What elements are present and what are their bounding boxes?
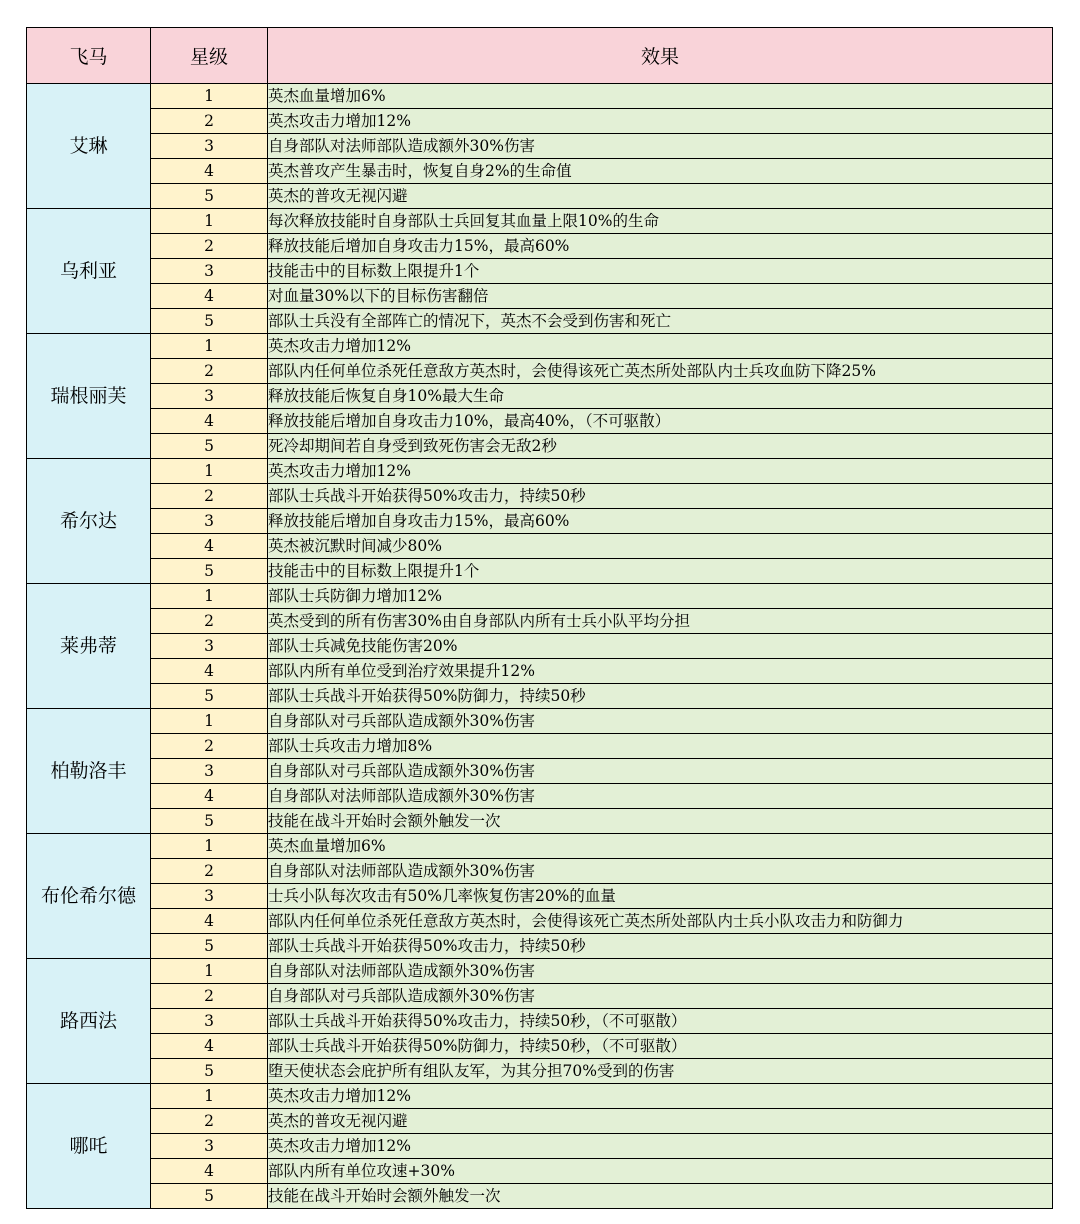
table-row [27, 309, 1053, 334]
effect-cell: 士兵小队每次攻击有50%几率恢复伤害20%的血量 [268, 884, 1053, 909]
table-row [27, 884, 1053, 909]
table-row [27, 434, 1053, 459]
pegasus-name-cell: 希尔达 [27, 459, 151, 584]
effect-cell: 英杰攻击力增加12% [268, 334, 1053, 359]
effect-cell: 部队士兵战斗开始获得50%防御力，持续50秒，（不可驱散） [268, 1034, 1053, 1059]
pegasus-name-cell: 柏勒洛丰 [27, 709, 151, 834]
effect-cell: 英杰普攻产生暴击时，恢复自身2%的生命值 [268, 159, 1053, 184]
star-level-cell: 1 [151, 334, 268, 359]
table-row [27, 459, 1053, 484]
table-row [27, 1059, 1053, 1084]
effect-cell: 英杰血量增加6% [268, 834, 1053, 859]
table-row [27, 659, 1053, 684]
star-level-cell: 5 [151, 1059, 268, 1084]
table-row [27, 809, 1053, 834]
star-level-cell: 5 [151, 559, 268, 584]
effect-cell: 释放技能后增加自身攻击力10%，最高40%，（不可驱散） [268, 409, 1053, 434]
star-level-cell: 4 [151, 159, 268, 184]
star-level-cell: 1 [151, 834, 268, 859]
table-row [27, 1159, 1053, 1184]
effect-cell: 自身部队对弓兵部队造成额外30%伤害 [268, 759, 1053, 784]
star-level-cell: 1 [151, 709, 268, 734]
pegasus-name-cell: 乌利亚 [27, 209, 151, 334]
table-row [27, 209, 1053, 234]
effect-cell: 自身部队对法师部队造成额外30%伤害 [268, 959, 1053, 984]
table-row [27, 634, 1053, 659]
effect-cell: 英杰的普攻无视闪避 [268, 1109, 1053, 1134]
pegasus-name-cell: 哪吒 [27, 1084, 151, 1209]
effect-cell: 部队士兵战斗开始获得50%攻击力，持续50秒 [268, 934, 1053, 959]
star-level-cell: 3 [151, 759, 268, 784]
effect-cell: 英杰攻击力增加12% [268, 1084, 1053, 1109]
table-row [27, 334, 1053, 359]
pegasus-name-cell: 布伦希尔德 [27, 834, 151, 959]
star-level-cell: 1 [151, 84, 268, 109]
effect-cell: 技能在战斗开始时会额外触发一次 [268, 809, 1053, 834]
star-level-cell: 4 [151, 784, 268, 809]
star-level-cell: 4 [151, 1159, 268, 1184]
effect-cell: 释放技能后增加自身攻击力15%，最高60% [268, 509, 1053, 534]
star-level-cell: 3 [151, 634, 268, 659]
pegasus-name-cell: 艾琳 [27, 84, 151, 209]
effect-cell: 部队士兵战斗开始获得50%攻击力，持续50秒，（不可驱散） [268, 1009, 1053, 1034]
star-level-cell: 3 [151, 509, 268, 534]
table-row [27, 859, 1053, 884]
pegasus-name-cell: 莱弗蒂 [27, 584, 151, 709]
effect-cell: 部队士兵没有全部阵亡的情况下，英杰不会受到伤害和死亡 [268, 309, 1053, 334]
table-row [27, 534, 1053, 559]
effect-cell: 部队内任何单位杀死任意敌方英杰时，会使得该死亡英杰所处部队内士兵小队攻击力和防御力 [268, 909, 1053, 934]
star-level-cell: 5 [151, 184, 268, 209]
star-level-cell: 3 [151, 384, 268, 409]
effect-cell: 英杰被沉默时间减少80% [268, 534, 1053, 559]
effect-cell: 英杰攻击力增加12% [268, 1134, 1053, 1159]
effect-cell: 部队士兵战斗开始获得50%攻击力，持续50秒 [268, 484, 1053, 509]
star-level-cell: 5 [151, 1184, 268, 1209]
header-row [27, 28, 1053, 84]
effect-cell: 技能击中的目标数上限提升1个 [268, 259, 1053, 284]
effect-cell: 自身部队对法师部队造成额外30%伤害 [268, 134, 1053, 159]
table-row [27, 409, 1053, 434]
star-level-cell: 3 [151, 1134, 268, 1159]
effect-cell: 技能击中的目标数上限提升1个 [268, 559, 1053, 584]
star-level-cell: 3 [151, 259, 268, 284]
table-row [27, 184, 1053, 209]
table-row [27, 84, 1053, 109]
effect-cell: 对血量30%以下的目标伤害翻倍 [268, 284, 1053, 309]
star-level-cell: 1 [151, 459, 268, 484]
star-level-cell: 1 [151, 209, 268, 234]
star-level-cell: 3 [151, 884, 268, 909]
star-level-cell: 2 [151, 1109, 268, 1134]
star-level-cell: 2 [151, 984, 268, 1009]
table-row [27, 984, 1053, 1009]
table-row [27, 159, 1053, 184]
table-row [27, 584, 1053, 609]
star-level-cell: 2 [151, 609, 268, 634]
header-star-level: 星级 [151, 28, 268, 84]
effect-cell: 英杰受到的所有伤害30%由自身部队内所有士兵小队平均分担 [268, 609, 1053, 634]
effect-cell: 死冷却期间若自身受到致死伤害会无敌2秒 [268, 434, 1053, 459]
effect-cell: 英杰攻击力增加12% [268, 459, 1053, 484]
star-level-cell: 4 [151, 534, 268, 559]
table-row [27, 1109, 1053, 1134]
star-level-cell: 4 [151, 1034, 268, 1059]
effect-cell: 技能在战斗开始时会额外触发一次 [268, 1184, 1053, 1209]
table-row [27, 259, 1053, 284]
effect-cell: 部队内所有单位攻速+30% [268, 1159, 1053, 1184]
table-row [27, 834, 1053, 859]
effect-cell: 释放技能后恢复自身10%最大生命 [268, 384, 1053, 409]
effect-cell: 部队士兵减免技能伤害20% [268, 634, 1053, 659]
table-row [27, 759, 1053, 784]
star-level-cell: 5 [151, 809, 268, 834]
star-level-cell: 4 [151, 409, 268, 434]
star-level-cell: 4 [151, 284, 268, 309]
effect-cell: 每次释放技能时自身部队士兵回复其血量上限10%的生命 [268, 209, 1053, 234]
table-row [27, 559, 1053, 584]
table-row [27, 909, 1053, 934]
star-level-cell: 2 [151, 484, 268, 509]
star-level-cell: 2 [151, 734, 268, 759]
effect-cell: 自身部队对弓兵部队造成额外30%伤害 [268, 709, 1053, 734]
pegasus-star-table [26, 27, 1053, 1209]
table-row [27, 1134, 1053, 1159]
table-row [27, 1184, 1053, 1209]
table-row [27, 284, 1053, 309]
pegasus-name-cell: 瑞根丽芙 [27, 334, 151, 459]
table-row [27, 784, 1053, 809]
header-effect: 效果 [268, 28, 1053, 84]
star-level-cell: 5 [151, 684, 268, 709]
effect-cell: 部队士兵战斗开始获得50%防御力，持续50秒 [268, 684, 1053, 709]
table-row [27, 1034, 1053, 1059]
table-row [27, 234, 1053, 259]
table-row [27, 109, 1053, 134]
effect-cell: 自身部队对弓兵部队造成额外30%伤害 [268, 984, 1053, 1009]
effect-cell: 自身部队对法师部队造成额外30%伤害 [268, 859, 1053, 884]
effect-cell: 英杰血量增加6% [268, 84, 1053, 109]
effect-cell: 部队内所有单位受到治疗效果提升12% [268, 659, 1053, 684]
star-level-cell: 2 [151, 109, 268, 134]
star-level-cell: 4 [151, 659, 268, 684]
table-row [27, 484, 1053, 509]
star-level-cell: 1 [151, 959, 268, 984]
star-level-cell: 5 [151, 434, 268, 459]
table-row [27, 609, 1053, 634]
table-row [27, 734, 1053, 759]
effect-cell: 部队士兵攻击力增加8% [268, 734, 1053, 759]
table-row [27, 709, 1053, 734]
star-level-cell: 4 [151, 909, 268, 934]
effect-cell: 堕天使状态会庇护所有组队友军，为其分担70%受到的伤害 [268, 1059, 1053, 1084]
effect-cell: 部队士兵防御力增加12% [268, 584, 1053, 609]
table-row [27, 134, 1053, 159]
table-row [27, 509, 1053, 534]
star-level-cell: 5 [151, 309, 268, 334]
table-row [27, 684, 1053, 709]
star-level-cell: 3 [151, 1009, 268, 1034]
star-level-cell: 2 [151, 859, 268, 884]
effect-cell: 英杰攻击力增加12% [268, 109, 1053, 134]
pegasus-name-cell: 路西法 [27, 959, 151, 1084]
star-level-cell: 1 [151, 1084, 268, 1109]
table-row [27, 1084, 1053, 1109]
effect-cell: 释放技能后增加自身攻击力15%，最高60% [268, 234, 1053, 259]
star-level-cell: 2 [151, 359, 268, 384]
table-row [27, 384, 1053, 409]
table-row [27, 1009, 1053, 1034]
table-row [27, 359, 1053, 384]
effect-cell: 英杰的普攻无视闪避 [268, 184, 1053, 209]
star-level-cell: 3 [151, 134, 268, 159]
star-level-cell: 1 [151, 584, 268, 609]
effect-cell: 自身部队对法师部队造成额外30%伤害 [268, 784, 1053, 809]
table-row [27, 934, 1053, 959]
star-level-cell: 2 [151, 234, 268, 259]
star-level-cell: 5 [151, 934, 268, 959]
effect-cell: 部队内任何单位杀死任意敌方英杰时，会使得该死亡英杰所处部队内士兵攻血防下降25% [268, 359, 1053, 384]
table-row [27, 959, 1053, 984]
table-body [27, 84, 1053, 1209]
header-pegasus: 飞马 [27, 28, 151, 84]
